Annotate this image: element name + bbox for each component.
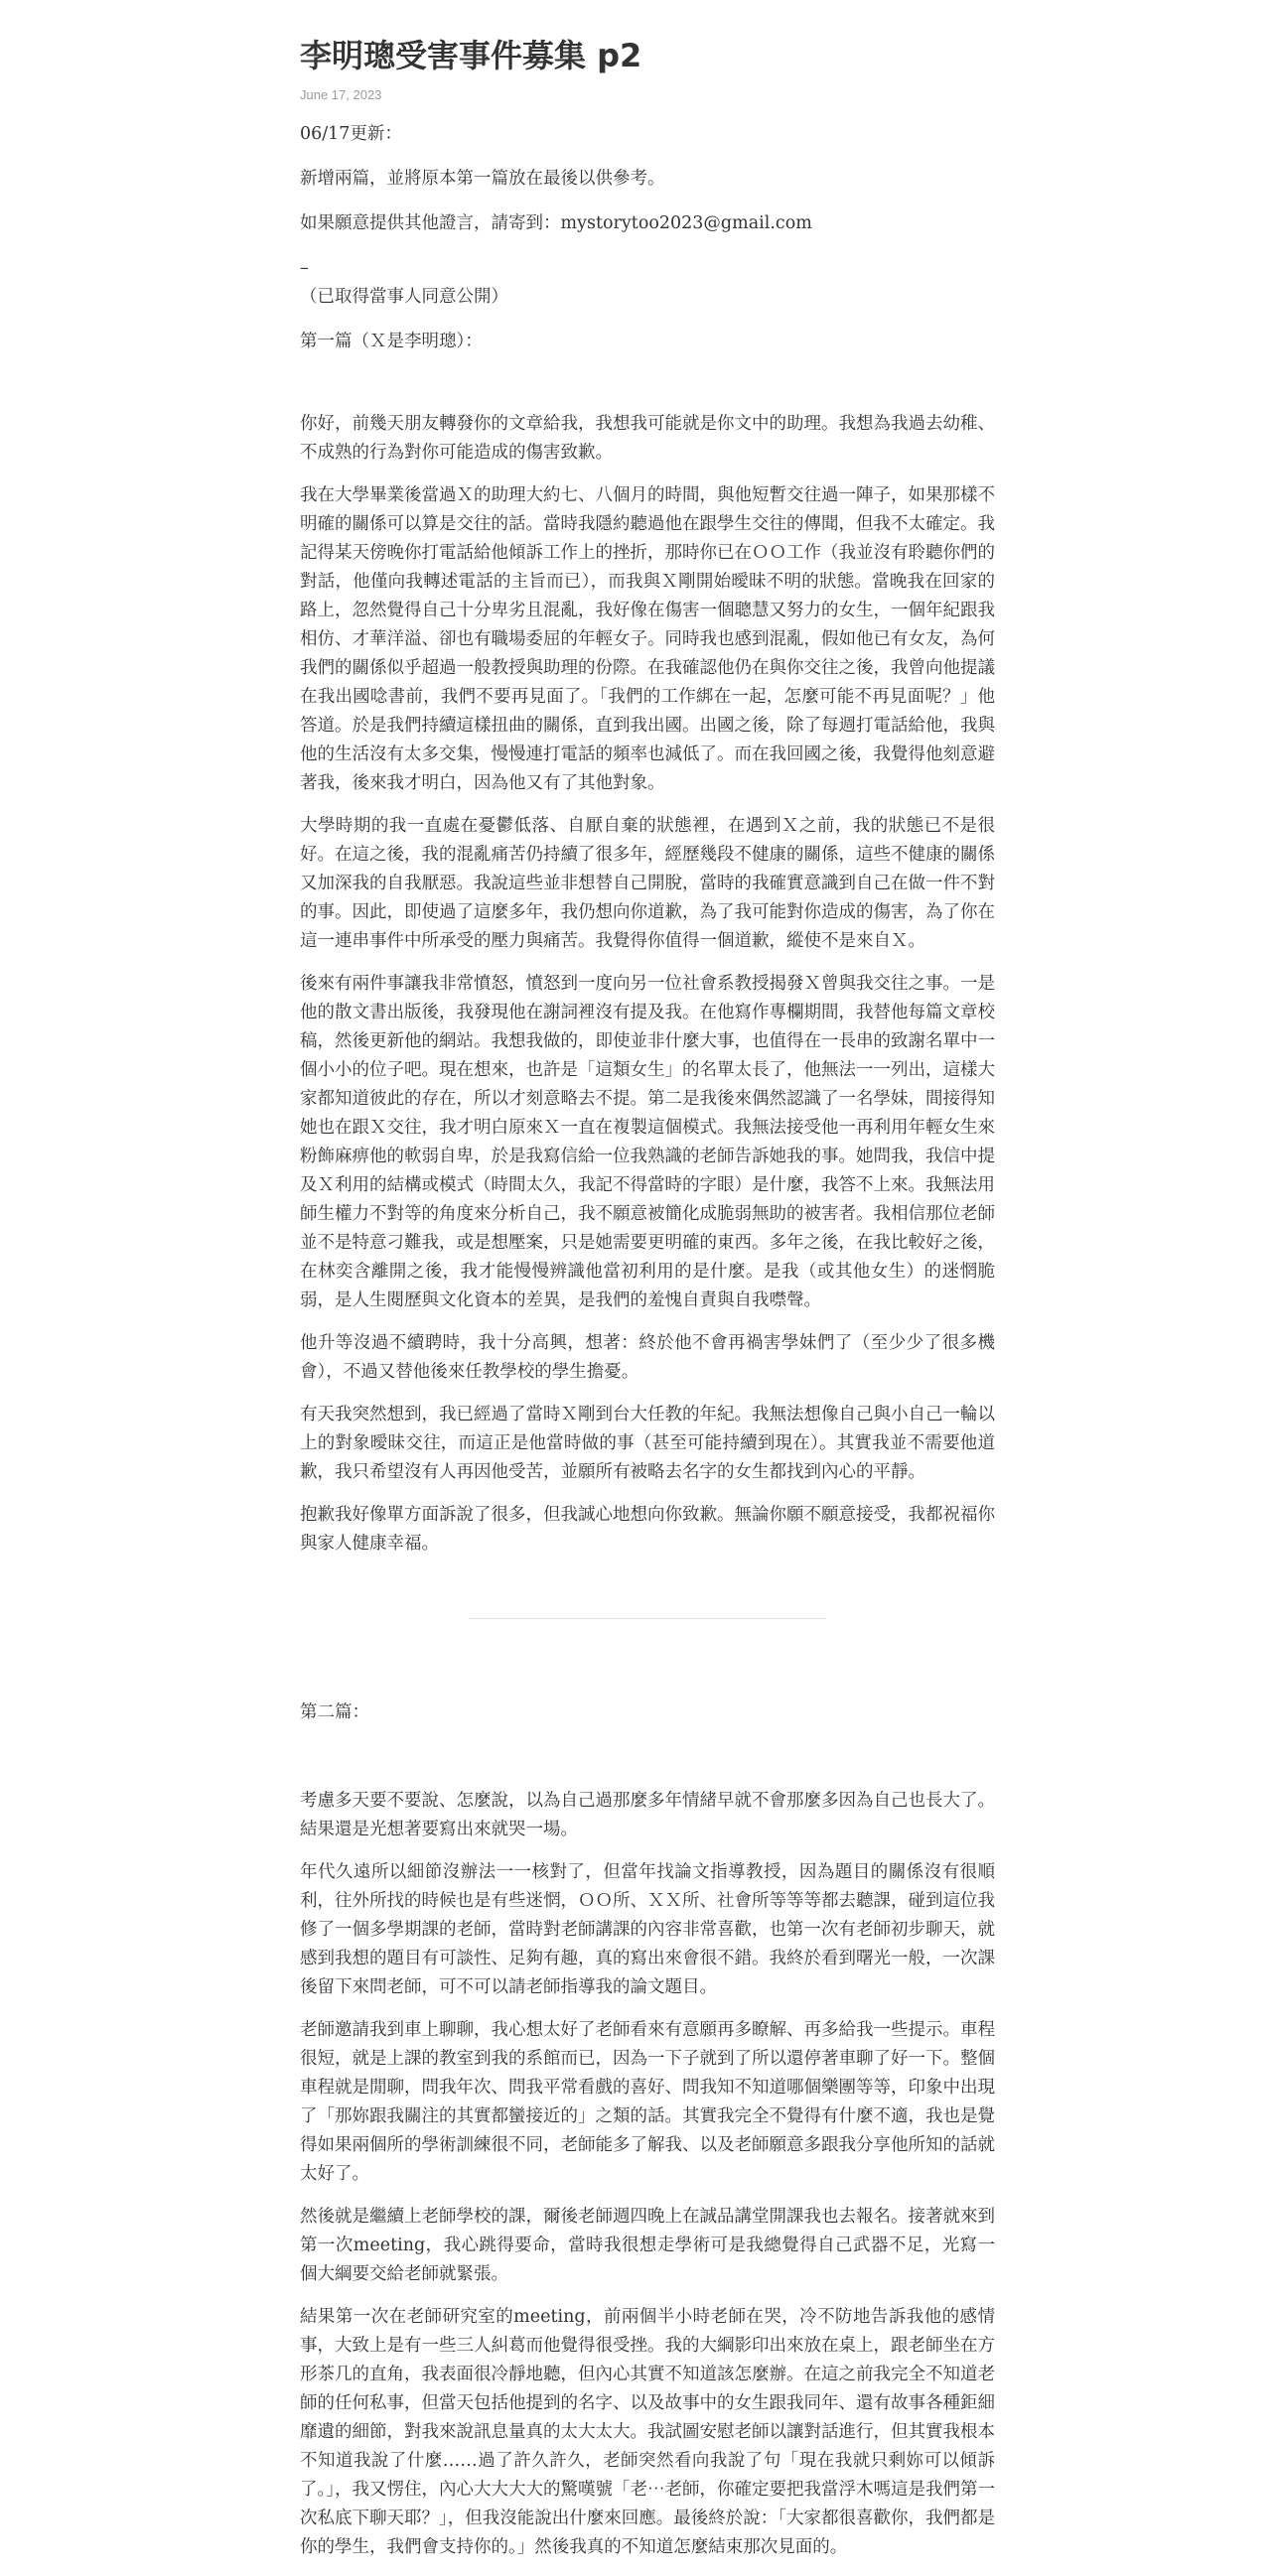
paragraph: 然後就是繼續上老師學校的課，爾後老師週四晚上在誠品講堂開課我也去報名。接著就來到第一次meeting，我心跳得要命，當時我很想走學術可是我總覺得自己武器不足，光寫一個大綱要交給老師就緊張。 <box>300 2206 995 2284</box>
consent-note: （已取得當事人同意公開） <box>300 286 508 307</box>
story-2-body <box>300 1787 995 2562</box>
post-date: June 17, 2023 <box>300 86 382 102</box>
story-1-body <box>300 410 995 1559</box>
section-divider <box>469 1618 826 1619</box>
paragraph: 他升等沒過不續聘時，我十分高興，想著：終於他不會再禍害學妹們了（至少少了很多機會），不過又替他後來任教學校的學生擔憂。 <box>300 1332 995 1382</box>
paragraph: 老師邀請我到車上聊聊，我心想太好了老師看來有意願再多瞭解、再多給我一些提示。車程很短，就是上課的教室到我的系館而已，因為一下子就到了所以還停著車聊了好一下。整個車程就是閒聊，問我年次、問我平常看戲的喜好、問我知不知道哪個樂團等等，印象中出現了「那妳跟我關注的其實都蠻接近的」之類的話。其實我完全不覺得有什麼不適，我也是覺得如果兩個所的學術訓練很不同，老師能多了解我、以及老師願意多跟我分享他所知的話就太好了。 <box>300 2019 995 2184</box>
paragraph: 年代久遠所以細節沒辦法一一核對了，但當年找論文指導教授，因為題目的關係沒有很順利，往外所找的時候也是有些迷惘，ＯＯ所、ＸＸ所、社會所等等等都去聽課，碰到這位我修了一個多學期課的老師，當時對老師講課的內容非常喜歡，也第一次有老師初步聊天，就感到我想的題目有可談性、足夠有趣，真的寫出來會很不錯。我終於看到曙光一般，一次課後留下來問老師，可不可以請老師指導我的論文題目。 <box>300 1861 995 1997</box>
post-title: 李明璁受害事件募集 p2 <box>300 37 642 74</box>
paragraph: 抱歉我好像單方面訴說了很多，但我誠心地想向你致歉。無論你願不願意接受，我都祝福你與家人健康幸福。 <box>300 1504 995 1554</box>
separator-dash: – <box>300 257 309 278</box>
paragraph: 考慮多天要不要說、怎麼說，以為自己過那麼多年情緒早就不會那麼多因為自己也長大了。結果還是光想著要寫出來就哭一場。 <box>300 1790 995 1839</box>
intro-section <box>300 120 995 356</box>
paragraph: 後來有兩件事讓我非常憤怒，憤怒到一度向另一位社會系教授揭發Ｘ曾與我交往之事。一是他的散文書出版後，我發現他在謝詞裡沒有提及我。在他寫作專欄期間，我替他每篇文章校稿，然後更新他的網站。我想我做的，即使並非什麼大事，也值得在一長串的致謝名單中一個小小的位子吧。現在想來，也許是「這類女生」的名單太長了，他無法一一列出，這樣大家都知道彼此的存在，所以才刻意略去不提。第二是我後來偶然認識了一名學妹，間接得知她也在跟Ｘ交往，我才明白原來Ｘ一直在複製這個模式。我無法接受他一再利用年輕女生來粉飾麻痹他的軟弱自卑，於是我寫信給一位我熟識的老師告訴她我的事。她問我，我信中提及Ｘ利用的結構或模式（時間太久，我記不得當時的字眼）是什麼，我答不上來。我無法用師生權力不對等的角度來分析自己，我不願意被簡化成脆弱無助的被害者。我相信那位老師並不是特意刁難我，或是想壓案，只是她需要更明確的東西。多年之後，在我比較好之後，在林奕含離開之後，我才能慢慢辨識他當初利用的是什麼。是我（或其他女生）的迷惘脆弱，是人生閱歷與文化資本的差異，是我們的羞愧自責與自我噤聲。 <box>300 973 995 1310</box>
story-2-heading: 第二篇： <box>300 1701 369 1722</box>
paragraph: 結果第一次在老師研究室的meeting，前兩個半小時老師在哭，冷不防地告訴我他的感情事，大致上是有一些三人糾葛而他覺得很受挫。我的大綱影印出來放在桌上，跟老師坐在方形茶几的直角，我表面很冷靜地聽，但內心其實不知道該怎麼辦。在這之前我完全不知道老師的任何私事，但當天包括他提到的名字、以及故事中的女生跟我同年、還有故事各種鉅細靡遺的細節，對我來說訊息量真的太大太大。我試圖安慰老師以讓對話進行，但其實我根本不知道我說了什麼……過了許久許久，老師突然看向我說了句「現在我就只剩妳可以傾訴了。」，我又愣住，內心大大大大的驚嘆號「老⋯老師，你確定要把我當浮木嗎這是我們第一次私底下聊天耶？」，但我沒能說出什麼來回應。最後終於說：「大家都很喜歡你，我們都是你的學生，我們會支持你的。」然後我真的不知道怎麼結束那次見面的。 <box>300 2306 995 2557</box>
paragraph: 有天我突然想到，我已經過了當時Ｘ剛到台大任教的年紀。我無法想像自己與小自己一輪以上的對象曖昧交往，而這正是他當時做的事（甚至可能持續到現在）。其實我並不需要他道歉，我只希望沒有人再因他受苦，並願所有被略去名字的女生都找到內心的平靜。 <box>300 1404 995 1482</box>
story-1-heading: 第一篇（Ｘ是李明璁）： <box>300 331 483 351</box>
update-detail: 新增兩篇，並將原本第一篇放在最後以供參考。 <box>300 168 665 189</box>
contact-line: 如果願意提供其他證言，請寄到：mystorytoo2023@gmail.com <box>300 212 812 233</box>
paragraph: 我在大學畢業後當過Ｘ的助理大約七、八個月的時間，與他短暫交往過一陣子，如果那樣不明確的關係可以算是交往的話。當時我隱約聽過他在跟學生交往的傳聞，但我不太確定。我記得某天傍晚你打電話給他傾訴工作上的挫折，那時你已在ＯＯ工作（我並沒有聆聽你們的對話，他僅向我轉述電話的主旨而已），而我與Ｘ剛開始曖昧不明的狀態。當晚我在回家的路上，忽然覺得自己十分卑劣且混亂，我好像在傷害一個聰慧又努力的女生，一個年紀跟我相仿、才華洋溢、卻也有職場委屈的年輕女子。同時我也感到混亂，假如他已有女友，為何我們的關係似乎超過一般教授與助理的份際。在我確認他仍在與你交往之後，我曾向他提議在我出國唸書前，我們不要再見面了。「我們的工作綁在一起，怎麼可能不再見面呢？」他答道。於是我們持續這樣扭曲的關係，直到我出國。出國之後，除了每週打電話給他，我與他的生活沒有太多交集，慢慢連打電話的頻率也減低了。而在我回國之後，我覺得他刻意避著我，後來我才明白，因為他又有了其他對象。 <box>300 484 995 793</box>
paragraph: 大學時期的我一直處在憂鬱低落、自厭自棄的狀態裡，在遇到Ｘ之前，我的狀態已不是很好。在這之後，我的混亂痛苦仍持續了很多年，經歷幾段不健康的關係，這些不健康的關係又加深我的自我厭惡。我說這些並非想替自己開脫，當時的我確實意識到自己在做一件不對的事。因此，即使過了這麼多年，我仍想向你道歉，為了我可能對你造成的傷害，為了你在這一連串事件中所承受的壓力與痛苦。我覺得你值得一個道歉，縱使不是來自Ｘ。 <box>300 815 995 951</box>
article <box>300 36 995 2576</box>
update-note: 06/17更新： <box>300 123 402 144</box>
paragraph: 你好，前幾天朋友轉發你的文章給我，我想我可能就是你文中的助理。我想為我過去幼稚、不成熟的行為對你可能造成的傷害致歉。 <box>300 413 995 463</box>
